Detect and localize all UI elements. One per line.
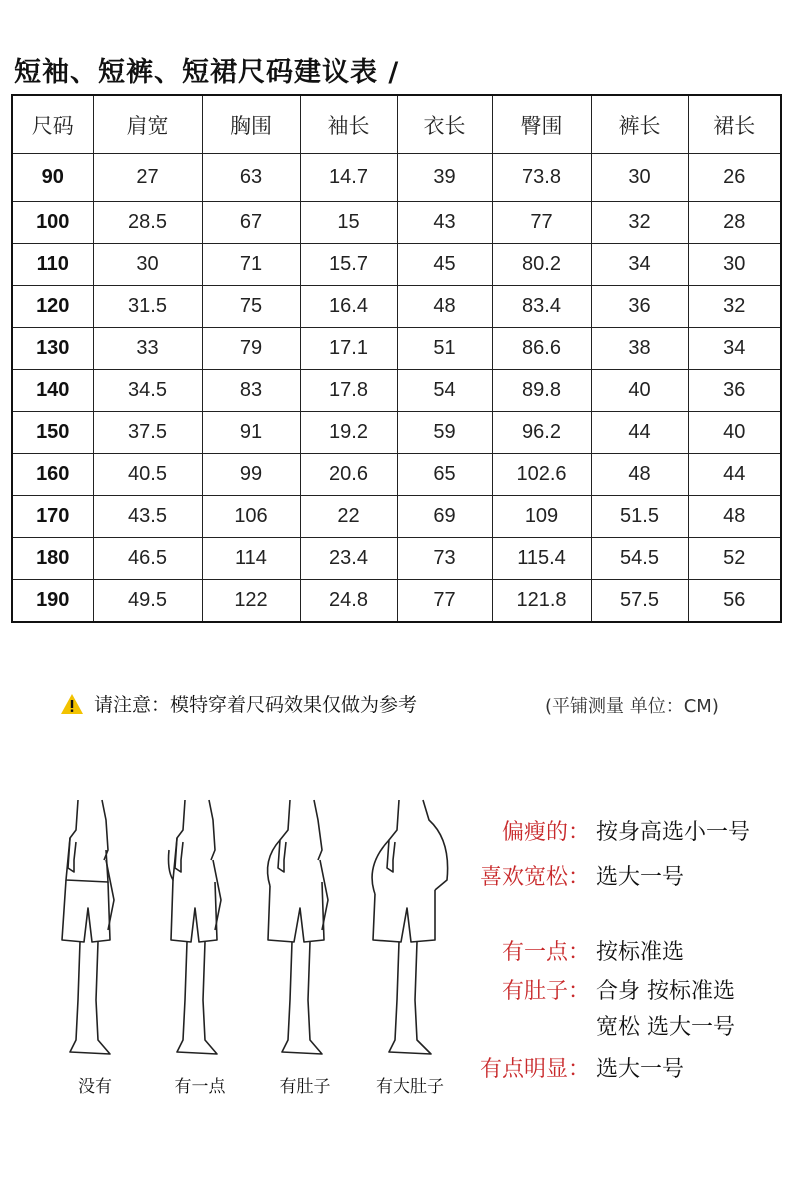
- size-cell: 190: [12, 580, 93, 623]
- column-header: 裙长: [688, 95, 781, 154]
- size-cell: 100: [12, 202, 93, 244]
- figure-big-belly: [355, 790, 465, 1097]
- size-chart-table: [11, 94, 782, 623]
- table-cell: 30: [688, 244, 781, 286]
- column-header: 尺码: [12, 95, 93, 154]
- table-cell: 36: [591, 286, 688, 328]
- advice-row: [470, 860, 790, 891]
- table-cell: 49.5: [93, 580, 202, 623]
- table-row: [12, 538, 781, 580]
- figure-no-belly: [40, 790, 150, 1097]
- size-cell: 160: [12, 454, 93, 496]
- table-cell: 115.4: [492, 538, 591, 580]
- column-header: 肩宽: [93, 95, 202, 154]
- body-outline-belly-icon: [250, 790, 360, 1060]
- table-cell: 57.5: [591, 580, 688, 623]
- table-cell: 86.6: [492, 328, 591, 370]
- table-cell: 34: [591, 244, 688, 286]
- size-cell: 180: [12, 538, 93, 580]
- table-cell: 122: [202, 580, 300, 623]
- table-cell: 38: [591, 328, 688, 370]
- table-row: [12, 496, 781, 538]
- figure-belly: [250, 790, 360, 1097]
- figure-caption: 有肚子: [279, 1077, 331, 1097]
- table-cell: 36: [688, 370, 781, 412]
- table-cell: 15: [300, 202, 397, 244]
- column-header: 衣长: [397, 95, 492, 154]
- table-cell: 51.5: [591, 496, 688, 538]
- advice-row: [470, 815, 790, 846]
- table-row: [12, 202, 781, 244]
- table-cell: 83.4: [492, 286, 591, 328]
- advice-row: [470, 1052, 790, 1083]
- table-cell: 71: [202, 244, 300, 286]
- table-row: [12, 286, 781, 328]
- advice-label: 有点明显：: [479, 1057, 590, 1082]
- table-cell: 56: [688, 580, 781, 623]
- table-cell: 31.5: [93, 286, 202, 328]
- table-cell: 17.1: [300, 328, 397, 370]
- table-row: [12, 328, 781, 370]
- size-cell: 170: [12, 496, 93, 538]
- table-cell: 28: [688, 202, 781, 244]
- table-cell: 54.5: [591, 538, 688, 580]
- table-row: [12, 412, 781, 454]
- table-cell: 80.2: [492, 244, 591, 286]
- measure-note: (平铺测量 单位：CM): [545, 696, 719, 717]
- column-header: 袖长: [300, 95, 397, 154]
- table-cell: 22: [300, 496, 397, 538]
- table-cell: 63: [202, 154, 300, 202]
- table-cell: 99: [202, 454, 300, 496]
- table-row: [12, 580, 781, 623]
- table-cell: 106: [202, 496, 300, 538]
- table-cell: 30: [591, 154, 688, 202]
- table-cell: 44: [591, 412, 688, 454]
- table-cell: 20.6: [300, 454, 397, 496]
- table-cell: 43.5: [93, 496, 202, 538]
- table-cell: 65: [397, 454, 492, 496]
- table-cell: 83: [202, 370, 300, 412]
- column-header: 裤长: [591, 95, 688, 154]
- size-cell: 140: [12, 370, 93, 412]
- table-cell: 34: [688, 328, 781, 370]
- table-cell: 114: [202, 538, 300, 580]
- table-cell: 39: [397, 154, 492, 202]
- advice-label: 有肚子：: [501, 979, 590, 1004]
- figure-caption: 有一点: [174, 1077, 226, 1097]
- table-cell: 73: [397, 538, 492, 580]
- advice-value: 选大一号: [596, 1057, 685, 1082]
- table-cell: 28.5: [93, 202, 202, 244]
- table-header-row: [12, 95, 781, 154]
- size-cell: 120: [12, 286, 93, 328]
- body-type-figures: [40, 790, 480, 1110]
- table-cell: 109: [492, 496, 591, 538]
- size-cell: 90: [12, 154, 93, 202]
- table-row: [12, 370, 781, 412]
- table-cell: 34.5: [93, 370, 202, 412]
- table-cell: 19.2: [300, 412, 397, 454]
- table-cell: 79: [202, 328, 300, 370]
- page-title: 短袖、短裤、短裙尺码建议表 /: [14, 57, 400, 88]
- table-cell: 26: [688, 154, 781, 202]
- figure-caption: 有大肚子: [376, 1077, 444, 1097]
- table-cell: 121.8: [492, 580, 591, 623]
- table-cell: 37.5: [93, 412, 202, 454]
- advice-value: 合身 按标准选: [596, 979, 735, 1004]
- advice-value: 宽松 选大一号: [596, 1015, 735, 1040]
- table-cell: 30: [93, 244, 202, 286]
- figure-caption: 没有: [78, 1077, 112, 1097]
- table-cell: 75: [202, 286, 300, 328]
- table-row: [12, 154, 781, 202]
- table-cell: 96.2: [492, 412, 591, 454]
- table-cell: 77: [397, 580, 492, 623]
- table-row: [12, 454, 781, 496]
- table-cell: 44: [688, 454, 781, 496]
- table-cell: 17.8: [300, 370, 397, 412]
- size-cell: 110: [12, 244, 93, 286]
- table-cell: 91: [202, 412, 300, 454]
- table-cell: 45: [397, 244, 492, 286]
- table-cell: 69: [397, 496, 492, 538]
- size-cell: 150: [12, 412, 93, 454]
- table-cell: 23.4: [300, 538, 397, 580]
- advice-label: 偏瘦的：: [501, 820, 590, 845]
- advice-value: 选大一号: [596, 865, 685, 890]
- table-cell: 52: [688, 538, 781, 580]
- table-cell: 16.4: [300, 286, 397, 328]
- table-cell: 54: [397, 370, 492, 412]
- table-cell: 14.7: [300, 154, 397, 202]
- table-cell: 102.6: [492, 454, 591, 496]
- table-cell: 73.8: [492, 154, 591, 202]
- advice-row: [470, 1010, 790, 1041]
- table-cell: 46.5: [93, 538, 202, 580]
- table-cell: 27: [93, 154, 202, 202]
- figure-slight-belly: [145, 790, 255, 1097]
- column-header: 胸围: [202, 95, 300, 154]
- advice-row: [470, 974, 790, 1005]
- table-cell: 24.8: [300, 580, 397, 623]
- table-cell: 48: [688, 496, 781, 538]
- advice-value: 按标准选: [596, 940, 685, 965]
- table-cell: 40: [591, 370, 688, 412]
- warning-icon: [60, 693, 84, 715]
- table-cell: 15.7: [300, 244, 397, 286]
- table-cell: 33: [93, 328, 202, 370]
- notice-text: 请注意：模特穿着尺码效果仅做为参考: [94, 694, 418, 716]
- notice: [60, 690, 417, 717]
- body-outline-slight-belly-icon: [145, 790, 255, 1060]
- table-cell: 40: [688, 412, 781, 454]
- table-cell: 40.5: [93, 454, 202, 496]
- table-cell: 59: [397, 412, 492, 454]
- table-row: [12, 244, 781, 286]
- advice-row: [470, 935, 790, 966]
- table-cell: 48: [591, 454, 688, 496]
- advice-value: 按身高选小一号: [596, 820, 751, 845]
- size-cell: 130: [12, 328, 93, 370]
- table-cell: 48: [397, 286, 492, 328]
- table-cell: 77: [492, 202, 591, 244]
- advice-label: 有一点：: [501, 940, 590, 965]
- table-cell: 32: [688, 286, 781, 328]
- table-cell: 43: [397, 202, 492, 244]
- table-cell: 32: [591, 202, 688, 244]
- body-outline-no-belly-icon: [40, 790, 150, 1060]
- table-cell: 89.8: [492, 370, 591, 412]
- table-cell: 51: [397, 328, 492, 370]
- advice-label: 喜欢宽松：: [479, 865, 590, 890]
- column-header: 臀围: [492, 95, 591, 154]
- body-outline-big-belly-icon: [355, 790, 465, 1060]
- table-cell: 67: [202, 202, 300, 244]
